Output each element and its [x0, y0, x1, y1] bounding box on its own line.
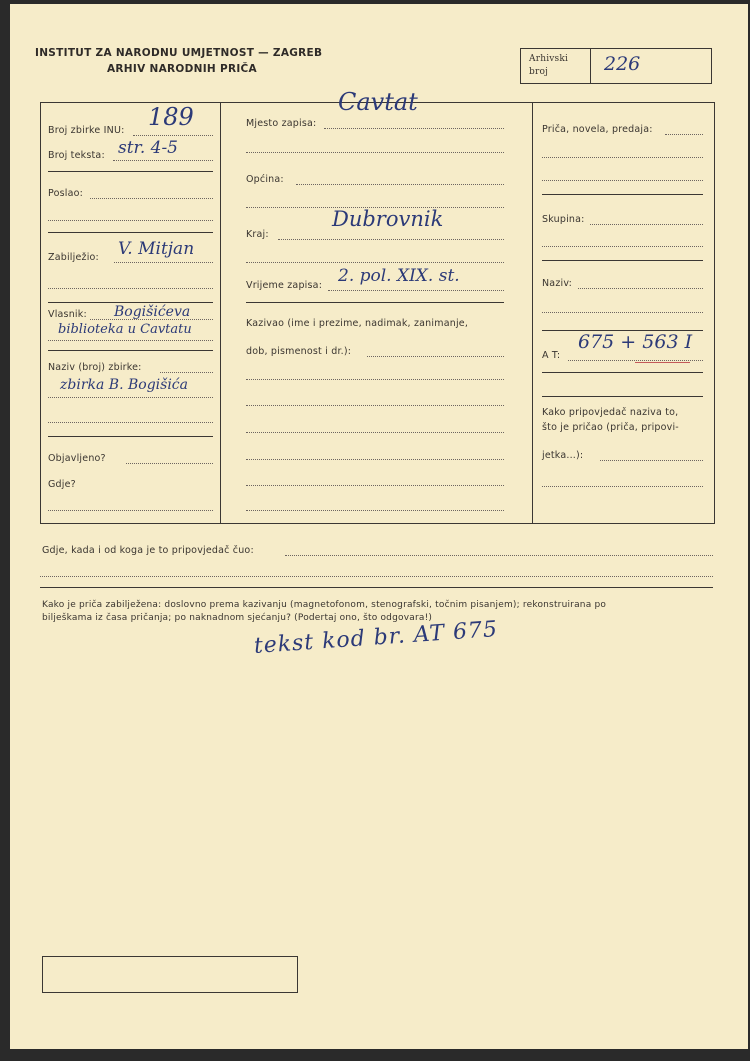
gdje-kada-label: Gdje, kada i od koga je to pripovjedač čuo:	[42, 545, 254, 556]
objavljeno-label: Objavljeno?	[48, 453, 106, 464]
right-rule-1	[542, 194, 703, 195]
skupina-line-2	[542, 246, 703, 247]
gdje-kada-line-2	[40, 576, 713, 577]
zbirka-value: 189	[148, 103, 194, 131]
teksta-line	[113, 160, 213, 161]
prica-label: Priča, novela, predaja:	[542, 124, 653, 135]
poslao-label: Poslao:	[48, 188, 84, 199]
opcina-label: Općina:	[246, 174, 284, 185]
bottom-rule	[40, 587, 713, 588]
kraj-value: Dubrovnik	[332, 207, 444, 231]
vrijeme-value: 2. pol. XIX. st.	[338, 266, 460, 286]
kraj-line	[278, 239, 504, 240]
zabiljezio-value: V. Mitjan	[118, 239, 195, 259]
poslao-line	[90, 198, 213, 199]
vlasnik-line-2	[48, 340, 213, 341]
kako-line	[600, 460, 703, 461]
mjesto-label: Mjesto zapisa:	[246, 118, 317, 129]
kazivao-line	[367, 356, 504, 357]
mjesto-line	[324, 128, 504, 129]
institute-title: INSTITUT ZA NARODNU UMJETNOST — ZAGREB	[35, 47, 323, 59]
objavljeno-line	[126, 463, 213, 464]
kako-zabiljezena-1: Kako je priča zabilježena: doslovno prema kazivanju (magnetofonom, stenografski, točnim pisanjem); rekonstruirana po	[42, 600, 607, 610]
prica-line-2	[542, 157, 703, 158]
kazivao-line-7	[246, 510, 504, 511]
zabiljezio-line-2	[48, 288, 213, 289]
middle-rule-1	[246, 302, 504, 303]
vlasnik-value-2: biblioteka u Cavtatu	[58, 322, 192, 337]
stamp-box	[42, 956, 298, 993]
archive-number-label-1: Arhivski	[529, 54, 569, 64]
left-rule-2	[48, 232, 213, 233]
mjesto-value: Cavtat	[338, 88, 418, 116]
teksta-value: str. 4-5	[118, 138, 178, 158]
grid-divider-left	[220, 103, 221, 523]
kazivao-line-2	[246, 379, 504, 380]
kazivao-line-3	[246, 405, 504, 406]
right-rule-2	[542, 260, 703, 261]
zbirka-label: Broj zbirke INU:	[48, 125, 125, 136]
naziv-zbirke-label: Naziv (broj) zbirke:	[48, 362, 142, 373]
at-label: A T:	[542, 350, 561, 361]
prica-line-3	[542, 180, 703, 181]
grid-divider-right	[532, 103, 533, 523]
at-line	[568, 360, 703, 361]
kraj-line-2	[246, 262, 504, 263]
form-sheet	[10, 4, 748, 1049]
kraj-label: Kraj:	[246, 229, 269, 240]
zbirka-line	[133, 135, 213, 136]
kako-label-3: jetka...):	[542, 450, 584, 461]
zabiljezio-line	[114, 262, 213, 263]
left-rule-5	[48, 436, 213, 437]
archive-number-divider	[590, 49, 591, 83]
archive-number-label-2: broj	[529, 67, 549, 77]
vlasnik-label: Vlasnik:	[48, 309, 87, 320]
zabiljezio-label: Zabilježio:	[48, 252, 99, 263]
vlasnik-value-1: Bogišićeva	[114, 304, 191, 320]
naziv-zbirke-value: zbirka B. Bogišića	[60, 377, 188, 393]
archive-number-value: 226	[604, 53, 641, 75]
kazivao-label-1: Kazivao (ime i prezime, nadimak, zanimanje,	[246, 318, 469, 329]
skupina-line	[590, 224, 703, 225]
naziv-zbirke-line-2	[48, 397, 213, 398]
naziv-line	[578, 288, 703, 289]
mjesto-line-2	[246, 152, 504, 153]
at-red-underline	[635, 362, 690, 363]
right-rule-5	[542, 396, 703, 397]
kako-label-2: što je pričao (priča, pripovi-	[542, 422, 679, 433]
naziv-label: Naziv:	[542, 278, 573, 289]
archive-title: ARHIV NARODNIH PRIČA	[107, 63, 257, 75]
teksta-label: Broj teksta:	[48, 150, 105, 161]
kako-label-1: Kako pripovjedač naziva to,	[542, 407, 679, 418]
vrijeme-line	[328, 290, 504, 291]
vrijeme-label: Vrijeme zapisa:	[246, 280, 323, 291]
handwritten-note: tekst kod br. AT 675	[253, 616, 499, 659]
gdje-line	[48, 510, 213, 511]
at-value: 675 + 563 I	[578, 331, 693, 353]
left-rule-1	[48, 171, 213, 172]
kazivao-line-4	[246, 432, 504, 433]
naziv-zbirke-line	[160, 372, 213, 373]
skupina-label: Skupina:	[542, 214, 585, 225]
right-rule-4	[542, 372, 703, 373]
gdje-label: Gdje?	[48, 479, 76, 490]
naziv-zbirke-line-3	[48, 422, 213, 423]
kazivao-line-5	[246, 459, 504, 460]
gdje-kada-line	[285, 555, 713, 556]
kako-line-2	[542, 486, 703, 487]
prica-line	[665, 134, 703, 135]
kazivao-label-2: dob, pismenost i dr.):	[246, 346, 352, 357]
kako-zabiljezena-2: bilješkama iz časa pričanja; po naknadnom sjećanju? (Podertaj ono, što odgovara!)	[42, 613, 433, 623]
naziv-line-2	[542, 312, 703, 313]
kazivao-line-6	[246, 485, 504, 486]
poslao-line-2	[48, 220, 213, 221]
opcina-line	[296, 184, 504, 185]
left-rule-3	[48, 302, 213, 303]
left-rule-4	[48, 350, 213, 351]
